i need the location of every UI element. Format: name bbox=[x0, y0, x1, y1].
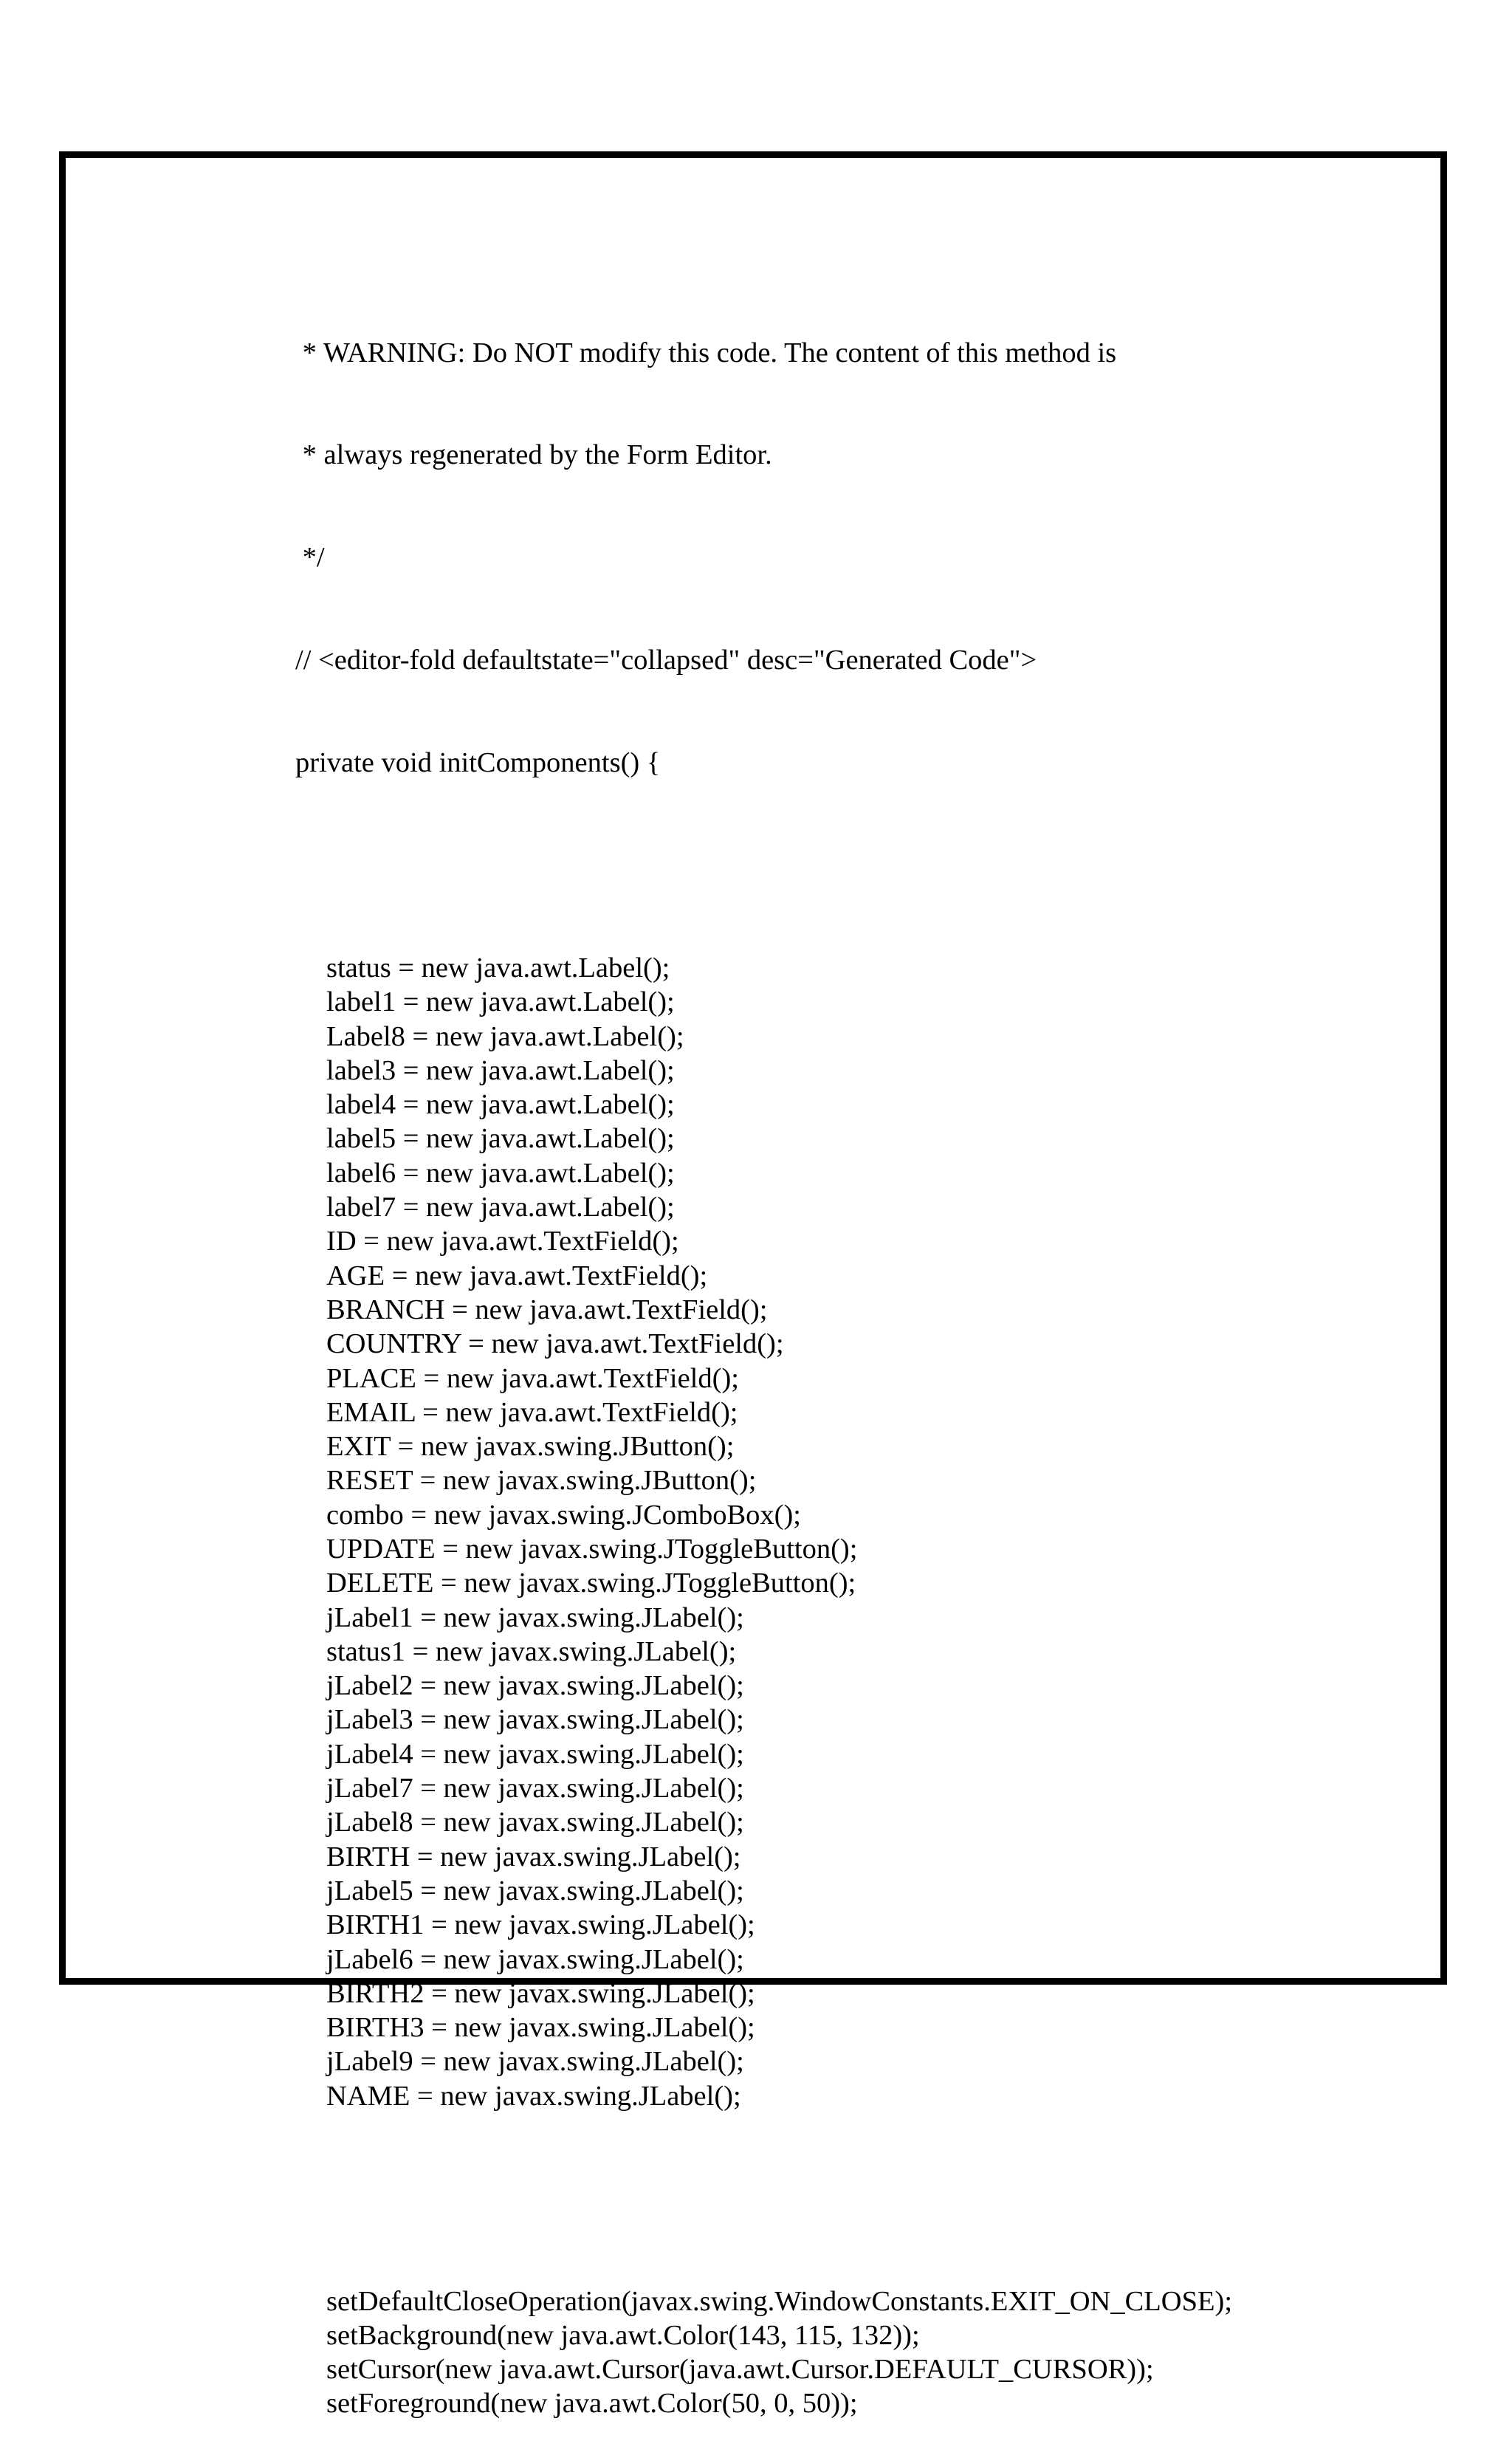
code-line: label7 = new java.awt.Label(); bbox=[326, 1192, 675, 1223]
code-line: ID = new java.awt.TextField(); bbox=[326, 1226, 679, 1257]
code-line: Label8 = new java.awt.Label(); bbox=[326, 1020, 684, 1052]
code-line: label1 = new java.awt.Label(); bbox=[326, 986, 675, 1018]
code-line: jLabel5 = new javax.swing.JLabel(); bbox=[326, 1875, 744, 1906]
code-line: label5 = new java.awt.Label(); bbox=[326, 1123, 675, 1155]
code-line: setDefaultCloseOperation(javax.swing.WindowConstants.EXIT_ON_CLOSE); bbox=[326, 2285, 1233, 2317]
code-line: BIRTH3 = new javax.swing.JLabel(); bbox=[326, 2012, 755, 2044]
code-line: * WARNING: Do NOT modify this code. The content of this method is bbox=[295, 337, 1117, 368]
code-line: private void initComponents() { bbox=[295, 747, 661, 779]
code-line: jLabel9 = new javax.swing.JLabel(); bbox=[326, 2046, 744, 2078]
code-line: combo = new javax.swing.JComboBox(); bbox=[326, 1499, 801, 1531]
code-line: EMAIL = new java.awt.TextField(); bbox=[326, 1396, 738, 1428]
code-line: UPDATE = new javax.swing.JToggleButton(); bbox=[326, 1533, 858, 1565]
code-line: AGE = new java.awt.TextField(); bbox=[326, 1260, 708, 1291]
code-line: BRANCH = new java.awt.TextField(); bbox=[326, 1294, 768, 1325]
code-line: * always regenerated by the Form Editor. bbox=[295, 439, 772, 471]
code-line: label3 = new java.awt.Label(); bbox=[326, 1054, 675, 1086]
code-line: jLabel8 = new javax.swing.JLabel(); bbox=[326, 1807, 744, 1838]
code-block bbox=[295, 267, 1388, 2455]
code-line: jLabel3 = new javax.swing.JLabel(); bbox=[326, 1704, 744, 1736]
code-line: jLabel6 = new javax.swing.JLabel(); bbox=[326, 1943, 744, 1975]
code-line: jLabel7 = new javax.swing.JLabel(); bbox=[326, 1773, 744, 1805]
code-line: DELETE = new javax.swing.JToggleButton(); bbox=[326, 1568, 856, 1599]
code-line: label4 = new java.awt.Label(); bbox=[326, 1089, 675, 1121]
code-line: COUNTRY = new java.awt.TextField(); bbox=[326, 1328, 784, 1360]
code-line: BIRTH1 = new javax.swing.JLabel(); bbox=[326, 1909, 755, 1941]
code-line: status1 = new javax.swing.JLabel(); bbox=[326, 1635, 737, 1667]
code-line: BIRTH2 = new javax.swing.JLabel(); bbox=[326, 1977, 755, 2009]
code-line: NAME = new javax.swing.JLabel(); bbox=[326, 2080, 741, 2112]
code-line: status = new java.awt.Label(); bbox=[326, 952, 670, 983]
component-declarations bbox=[295, 951, 1388, 2113]
code-line: RESET = new javax.swing.JButton(); bbox=[326, 1465, 757, 1497]
code-line: jLabel4 = new javax.swing.JLabel(); bbox=[326, 1738, 744, 1770]
code-line: BIRTH = new javax.swing.JLabel(); bbox=[326, 1841, 741, 1872]
code-line: jLabel1 = new javax.swing.JLabel(); bbox=[326, 1601, 744, 1633]
code-line: // <editor-fold defaultstate="collapsed" desc="Generated Code"> bbox=[295, 645, 1037, 676]
blank-line bbox=[295, 2182, 1388, 2216]
frame-setters bbox=[295, 2284, 1388, 2421]
blank-line bbox=[295, 848, 1388, 882]
code-line: EXIT = new javax.swing.JButton(); bbox=[326, 1431, 735, 1463]
code-line: label6 = new java.awt.Label(); bbox=[326, 1157, 675, 1189]
code-line: setCursor(new java.awt.Cursor(java.awt.Cursor.DEFAULT_CURSOR)); bbox=[326, 2354, 1154, 2386]
code-line: PLACE = new java.awt.TextField(); bbox=[326, 1362, 739, 1394]
code-line: setBackground(new java.awt.Color(143, 115, 132)); bbox=[326, 2319, 920, 2351]
code-line: setForeground(new java.awt.Color(50, 0, 50)); bbox=[326, 2388, 858, 2420]
code-line: */ bbox=[295, 542, 325, 574]
code-line: jLabel2 = new javax.swing.JLabel(); bbox=[326, 1670, 744, 1702]
